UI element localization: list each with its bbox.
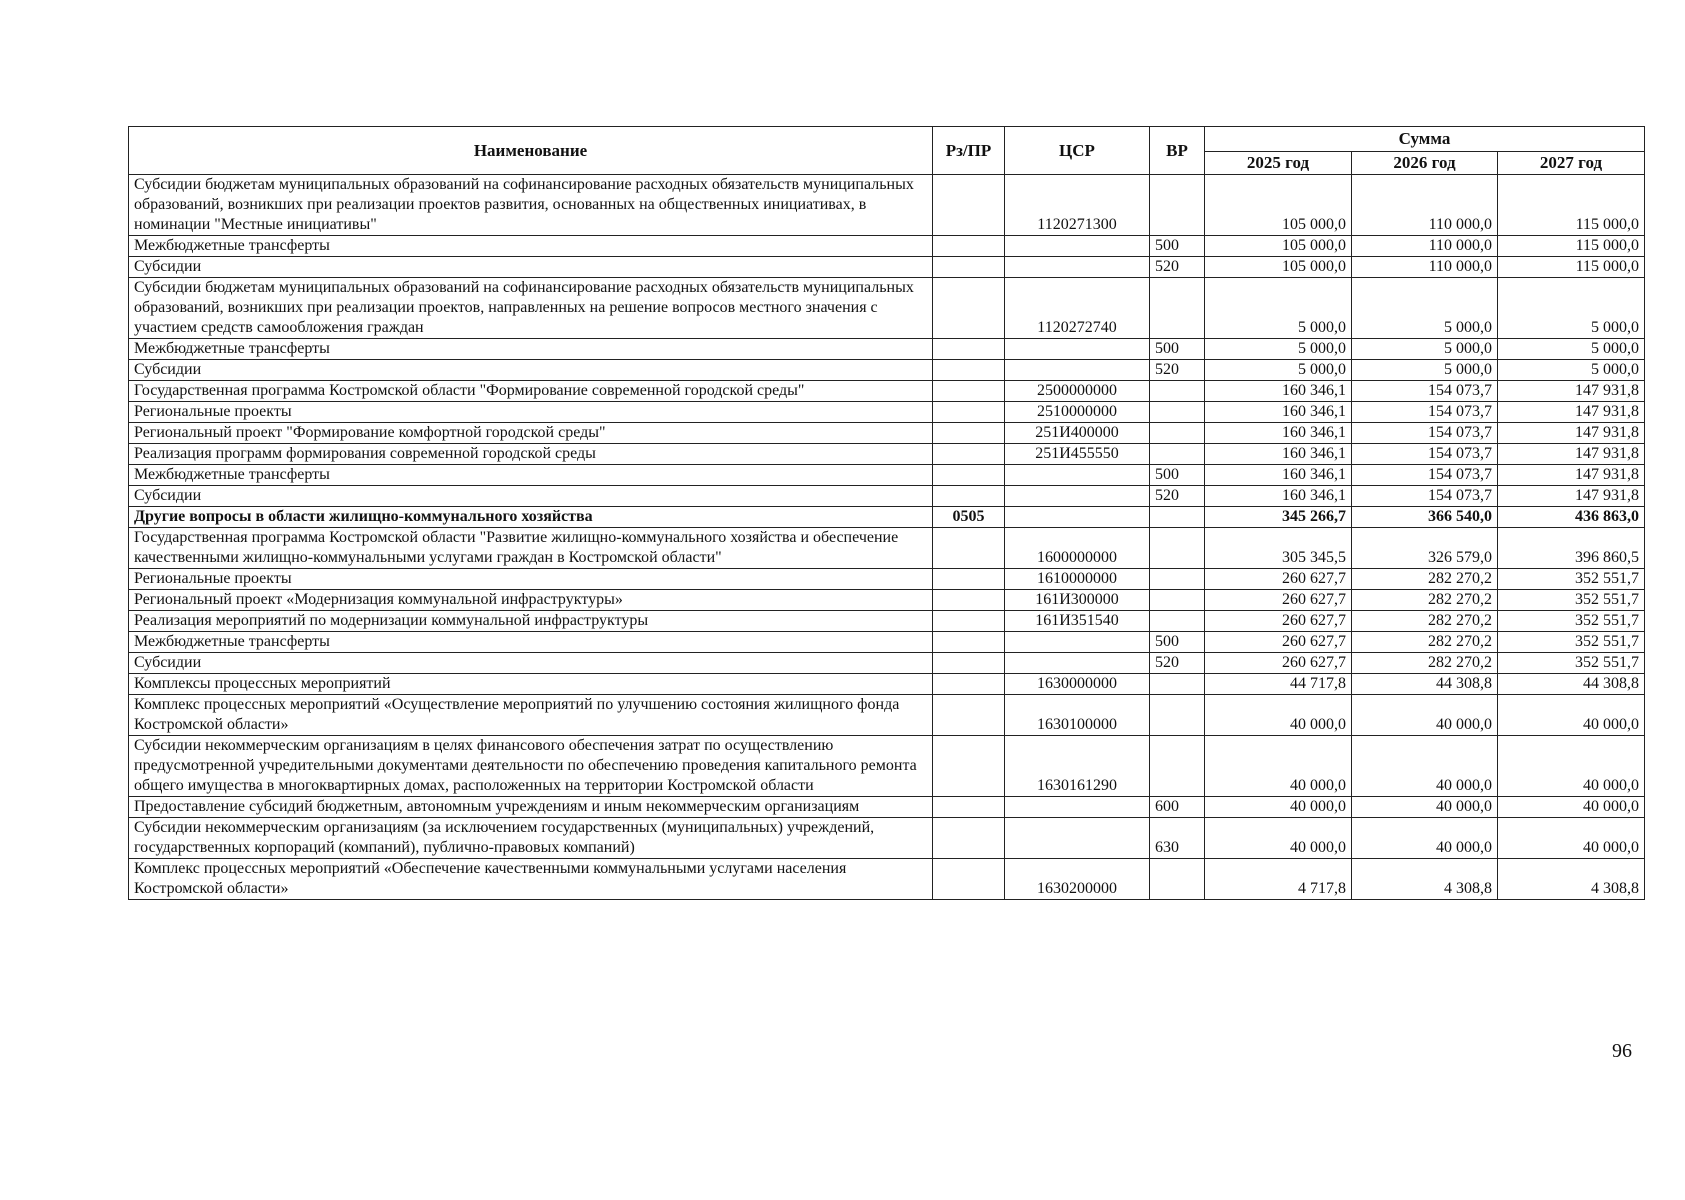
cell-vr <box>1150 736 1205 797</box>
cell-name: Государственная программа Костромской области "Формирование современной городской среды" <box>129 381 933 402</box>
cell-2027: 147 931,8 <box>1498 423 1645 444</box>
cell-name: Другие вопросы в области жилищно-коммунального хозяйства <box>129 507 933 528</box>
cell-2026: 5 000,0 <box>1352 278 1498 339</box>
cell-vr: 520 <box>1150 360 1205 381</box>
cell-csr <box>1005 507 1150 528</box>
table-row <box>129 797 1645 818</box>
cell-2025: 5 000,0 <box>1205 278 1352 339</box>
page-number: 96 <box>1612 1040 1632 1062</box>
cell-vr <box>1150 674 1205 695</box>
cell-vr <box>1150 175 1205 236</box>
cell-2025: 260 627,7 <box>1205 611 1352 632</box>
cell-2025: 40 000,0 <box>1205 736 1352 797</box>
cell-name: Реализация мероприятий по модернизации коммунальной инфраструктуры <box>129 611 933 632</box>
table-row <box>129 236 1645 257</box>
cell-2026: 282 270,2 <box>1352 569 1498 590</box>
cell-csr <box>1005 486 1150 507</box>
cell-rz <box>933 486 1005 507</box>
cell-2027: 352 551,7 <box>1498 569 1645 590</box>
cell-2025: 160 346,1 <box>1205 486 1352 507</box>
cell-2027: 147 931,8 <box>1498 402 1645 423</box>
cell-2027: 5 000,0 <box>1498 339 1645 360</box>
cell-rz <box>933 797 1005 818</box>
cell-rz <box>933 695 1005 736</box>
header-name: Наименование <box>129 127 933 175</box>
cell-2026: 4 308,8 <box>1352 859 1498 900</box>
cell-name: Региональные проекты <box>129 569 933 590</box>
table-row <box>129 381 1645 402</box>
cell-csr: 1610000000 <box>1005 569 1150 590</box>
table-row <box>129 486 1645 507</box>
table-row <box>129 859 1645 900</box>
cell-csr <box>1005 257 1150 278</box>
table-row <box>129 569 1645 590</box>
cell-csr <box>1005 797 1150 818</box>
cell-2027: 352 551,7 <box>1498 653 1645 674</box>
cell-2026: 40 000,0 <box>1352 736 1498 797</box>
cell-csr: 251И400000 <box>1005 423 1150 444</box>
cell-2027: 4 308,8 <box>1498 859 1645 900</box>
cell-vr: 630 <box>1150 818 1205 859</box>
cell-vr: 520 <box>1150 653 1205 674</box>
cell-2026: 5 000,0 <box>1352 360 1498 381</box>
cell-vr <box>1150 569 1205 590</box>
cell-2026: 5 000,0 <box>1352 339 1498 360</box>
cell-2027: 40 000,0 <box>1498 695 1645 736</box>
cell-2025: 260 627,7 <box>1205 590 1352 611</box>
cell-2027: 40 000,0 <box>1498 818 1645 859</box>
cell-csr <box>1005 632 1150 653</box>
cell-2025: 160 346,1 <box>1205 444 1352 465</box>
header-2026: 2026 год <box>1352 152 1498 175</box>
cell-2027: 352 551,7 <box>1498 611 1645 632</box>
table-row <box>129 528 1645 569</box>
cell-2025: 260 627,7 <box>1205 632 1352 653</box>
table-header <box>129 127 1645 175</box>
cell-vr <box>1150 278 1205 339</box>
cell-2027: 5 000,0 <box>1498 278 1645 339</box>
cell-name: Реализация программ формирования современной городской среды <box>129 444 933 465</box>
cell-2025: 40 000,0 <box>1205 695 1352 736</box>
cell-csr <box>1005 653 1150 674</box>
table-row <box>129 257 1645 278</box>
cell-2025: 5 000,0 <box>1205 339 1352 360</box>
cell-2027: 352 551,7 <box>1498 632 1645 653</box>
cell-2025: 160 346,1 <box>1205 381 1352 402</box>
cell-rz <box>933 818 1005 859</box>
cell-2027: 115 000,0 <box>1498 175 1645 236</box>
cell-name: Субсидии бюджетам муниципальных образований на софинансирование расходных обязательств муниципальных образований, возникших при реализации проектов развития, основанных на общественных инициативах, в номинации "Местные инициативы" <box>129 175 933 236</box>
table-body <box>129 175 1645 900</box>
cell-csr <box>1005 236 1150 257</box>
cell-2026: 44 308,8 <box>1352 674 1498 695</box>
cell-2027: 44 308,8 <box>1498 674 1645 695</box>
cell-2025: 260 627,7 <box>1205 653 1352 674</box>
cell-rz <box>933 444 1005 465</box>
cell-csr: 2500000000 <box>1005 381 1150 402</box>
cell-vr <box>1150 611 1205 632</box>
cell-2026: 154 073,7 <box>1352 381 1498 402</box>
cell-2025: 105 000,0 <box>1205 257 1352 278</box>
cell-2026: 282 270,2 <box>1352 632 1498 653</box>
cell-csr: 1630100000 <box>1005 695 1150 736</box>
cell-2027: 396 860,5 <box>1498 528 1645 569</box>
cell-rz <box>933 653 1005 674</box>
cell-name: Субсидии некоммерческим организациям (за исключением государственных (муниципальных) учреждений, государственных корпораций (компаний), публично-правовых компаний) <box>129 818 933 859</box>
cell-2026: 110 000,0 <box>1352 236 1498 257</box>
cell-name: Субсидии <box>129 486 933 507</box>
cell-2026: 154 073,7 <box>1352 423 1498 444</box>
cell-csr <box>1005 339 1150 360</box>
cell-csr: 251И455550 <box>1005 444 1150 465</box>
cell-csr: 1120272740 <box>1005 278 1150 339</box>
cell-2026: 154 073,7 <box>1352 486 1498 507</box>
cell-vr <box>1150 590 1205 611</box>
cell-vr <box>1150 402 1205 423</box>
budget-table <box>128 126 1645 900</box>
cell-rz <box>933 611 1005 632</box>
cell-2025: 4 717,8 <box>1205 859 1352 900</box>
table-row <box>129 632 1645 653</box>
cell-name: Межбюджетные трансферты <box>129 236 933 257</box>
cell-2027: 436 863,0 <box>1498 507 1645 528</box>
table-row <box>129 402 1645 423</box>
cell-2026: 282 270,2 <box>1352 590 1498 611</box>
cell-rz <box>933 278 1005 339</box>
cell-name: Комплексы процессных мероприятий <box>129 674 933 695</box>
cell-name: Субсидии бюджетам муниципальных образований на софинансирование расходных обязательств муниципальных образований, возникших при реализации проектов, направленных на решение вопросов местного значения с участием средств самообложения граждан <box>129 278 933 339</box>
cell-vr: 600 <box>1150 797 1205 818</box>
cell-2025: 40 000,0 <box>1205 818 1352 859</box>
cell-2025: 105 000,0 <box>1205 175 1352 236</box>
cell-csr <box>1005 360 1150 381</box>
cell-vr: 500 <box>1150 632 1205 653</box>
cell-rz <box>933 674 1005 695</box>
cell-2027: 147 931,8 <box>1498 381 1645 402</box>
cell-rz <box>933 402 1005 423</box>
cell-vr <box>1150 381 1205 402</box>
cell-2025: 44 717,8 <box>1205 674 1352 695</box>
cell-name: Региональный проект "Формирование комфортной городской среды" <box>129 423 933 444</box>
cell-2027: 147 931,8 <box>1498 465 1645 486</box>
cell-csr: 1630161290 <box>1005 736 1150 797</box>
cell-rz <box>933 175 1005 236</box>
cell-name: Государственная программа Костромской области "Развитие жилищно-коммунального хозяйства и обеспечение качественными жилищно-коммунальными услугами граждан в Костромской области" <box>129 528 933 569</box>
cell-rz: 0505 <box>933 507 1005 528</box>
cell-csr <box>1005 818 1150 859</box>
cell-2027: 147 931,8 <box>1498 486 1645 507</box>
cell-csr: 1600000000 <box>1005 528 1150 569</box>
cell-name: Субсидии некоммерческим организациям в целях финансового обеспечения затрат по осуществлению предусмотренной учредительными документами деятельности по обеспечению проведения капитального ремонта общего имущества в многоквартирных домах, расположенных на территории Костромской области <box>129 736 933 797</box>
cell-csr: 1120271300 <box>1005 175 1150 236</box>
cell-rz <box>933 339 1005 360</box>
header-2027: 2027 год <box>1498 152 1645 175</box>
cell-2025: 105 000,0 <box>1205 236 1352 257</box>
cell-name: Субсидии <box>129 257 933 278</box>
cell-2026: 40 000,0 <box>1352 695 1498 736</box>
cell-vr: 520 <box>1150 486 1205 507</box>
cell-rz <box>933 590 1005 611</box>
table-row <box>129 507 1645 528</box>
cell-name: Межбюджетные трансферты <box>129 465 933 486</box>
table-row <box>129 590 1645 611</box>
cell-vr: 500 <box>1150 339 1205 360</box>
cell-csr: 161И351540 <box>1005 611 1150 632</box>
table-row <box>129 818 1645 859</box>
cell-name: Комплекс процессных мероприятий «Обеспечение качественными коммунальными услугами населения Костромской области» <box>129 859 933 900</box>
cell-rz <box>933 236 1005 257</box>
table-row <box>129 360 1645 381</box>
cell-csr: 1630200000 <box>1005 859 1150 900</box>
table-row <box>129 423 1645 444</box>
cell-2026: 154 073,7 <box>1352 444 1498 465</box>
table-row <box>129 611 1645 632</box>
header-2025: 2025 год <box>1205 152 1352 175</box>
cell-vr: 500 <box>1150 236 1205 257</box>
table-row <box>129 175 1645 236</box>
cell-name: Межбюджетные трансферты <box>129 632 933 653</box>
cell-rz <box>933 381 1005 402</box>
cell-name: Субсидии <box>129 653 933 674</box>
cell-2025: 305 345,5 <box>1205 528 1352 569</box>
cell-2026: 366 540,0 <box>1352 507 1498 528</box>
header-vr: ВР <box>1150 127 1205 175</box>
table-row <box>129 674 1645 695</box>
cell-2027: 115 000,0 <box>1498 236 1645 257</box>
cell-rz <box>933 465 1005 486</box>
cell-rz <box>933 360 1005 381</box>
header-rz: Рз/ПР <box>933 127 1005 175</box>
cell-2026: 110 000,0 <box>1352 257 1498 278</box>
cell-vr <box>1150 859 1205 900</box>
cell-2026: 40 000,0 <box>1352 797 1498 818</box>
cell-rz <box>933 528 1005 569</box>
table-row <box>129 278 1645 339</box>
cell-2026: 282 270,2 <box>1352 611 1498 632</box>
cell-vr <box>1150 507 1205 528</box>
cell-2027: 147 931,8 <box>1498 444 1645 465</box>
cell-2025: 5 000,0 <box>1205 360 1352 381</box>
table-row <box>129 465 1645 486</box>
cell-csr: 161И300000 <box>1005 590 1150 611</box>
cell-2025: 260 627,7 <box>1205 569 1352 590</box>
cell-name: Комплекс процессных мероприятий «Осуществление мероприятий по улучшению состояния жилищного фонда Костромской области» <box>129 695 933 736</box>
cell-2026: 326 579,0 <box>1352 528 1498 569</box>
cell-name: Предоставление субсидий бюджетным, автономным учреждениям и иным некоммерческим организациям <box>129 797 933 818</box>
cell-rz <box>933 569 1005 590</box>
cell-rz <box>933 736 1005 797</box>
cell-vr <box>1150 528 1205 569</box>
cell-rz <box>933 257 1005 278</box>
cell-rz <box>933 423 1005 444</box>
cell-vr <box>1150 444 1205 465</box>
cell-rz <box>933 632 1005 653</box>
cell-2025: 160 346,1 <box>1205 402 1352 423</box>
header-csr: ЦСР <box>1005 127 1150 175</box>
cell-vr <box>1150 423 1205 444</box>
cell-2027: 115 000,0 <box>1498 257 1645 278</box>
cell-2027: 352 551,7 <box>1498 590 1645 611</box>
cell-csr <box>1005 465 1150 486</box>
cell-name: Региональные проекты <box>129 402 933 423</box>
cell-2025: 40 000,0 <box>1205 797 1352 818</box>
table-row <box>129 444 1645 465</box>
cell-2026: 40 000,0 <box>1352 818 1498 859</box>
table-row <box>129 736 1645 797</box>
cell-vr: 520 <box>1150 257 1205 278</box>
cell-2025: 160 346,1 <box>1205 465 1352 486</box>
cell-2025: 160 346,1 <box>1205 423 1352 444</box>
cell-2026: 110 000,0 <box>1352 175 1498 236</box>
table-row <box>129 695 1645 736</box>
cell-rz <box>933 859 1005 900</box>
cell-name: Межбюджетные трансферты <box>129 339 933 360</box>
cell-2026: 282 270,2 <box>1352 653 1498 674</box>
cell-2027: 40 000,0 <box>1498 797 1645 818</box>
cell-vr <box>1150 695 1205 736</box>
cell-csr: 2510000000 <box>1005 402 1150 423</box>
cell-2027: 40 000,0 <box>1498 736 1645 797</box>
cell-name: Субсидии <box>129 360 933 381</box>
cell-2026: 154 073,7 <box>1352 402 1498 423</box>
cell-2025: 345 266,7 <box>1205 507 1352 528</box>
cell-2027: 5 000,0 <box>1498 360 1645 381</box>
header-sum: Сумма <box>1205 127 1645 152</box>
cell-2026: 154 073,7 <box>1352 465 1498 486</box>
table-row <box>129 339 1645 360</box>
cell-name: Региональный проект «Модернизация коммунальной инфраструктуры» <box>129 590 933 611</box>
cell-vr: 500 <box>1150 465 1205 486</box>
cell-csr: 1630000000 <box>1005 674 1150 695</box>
table-row <box>129 653 1645 674</box>
